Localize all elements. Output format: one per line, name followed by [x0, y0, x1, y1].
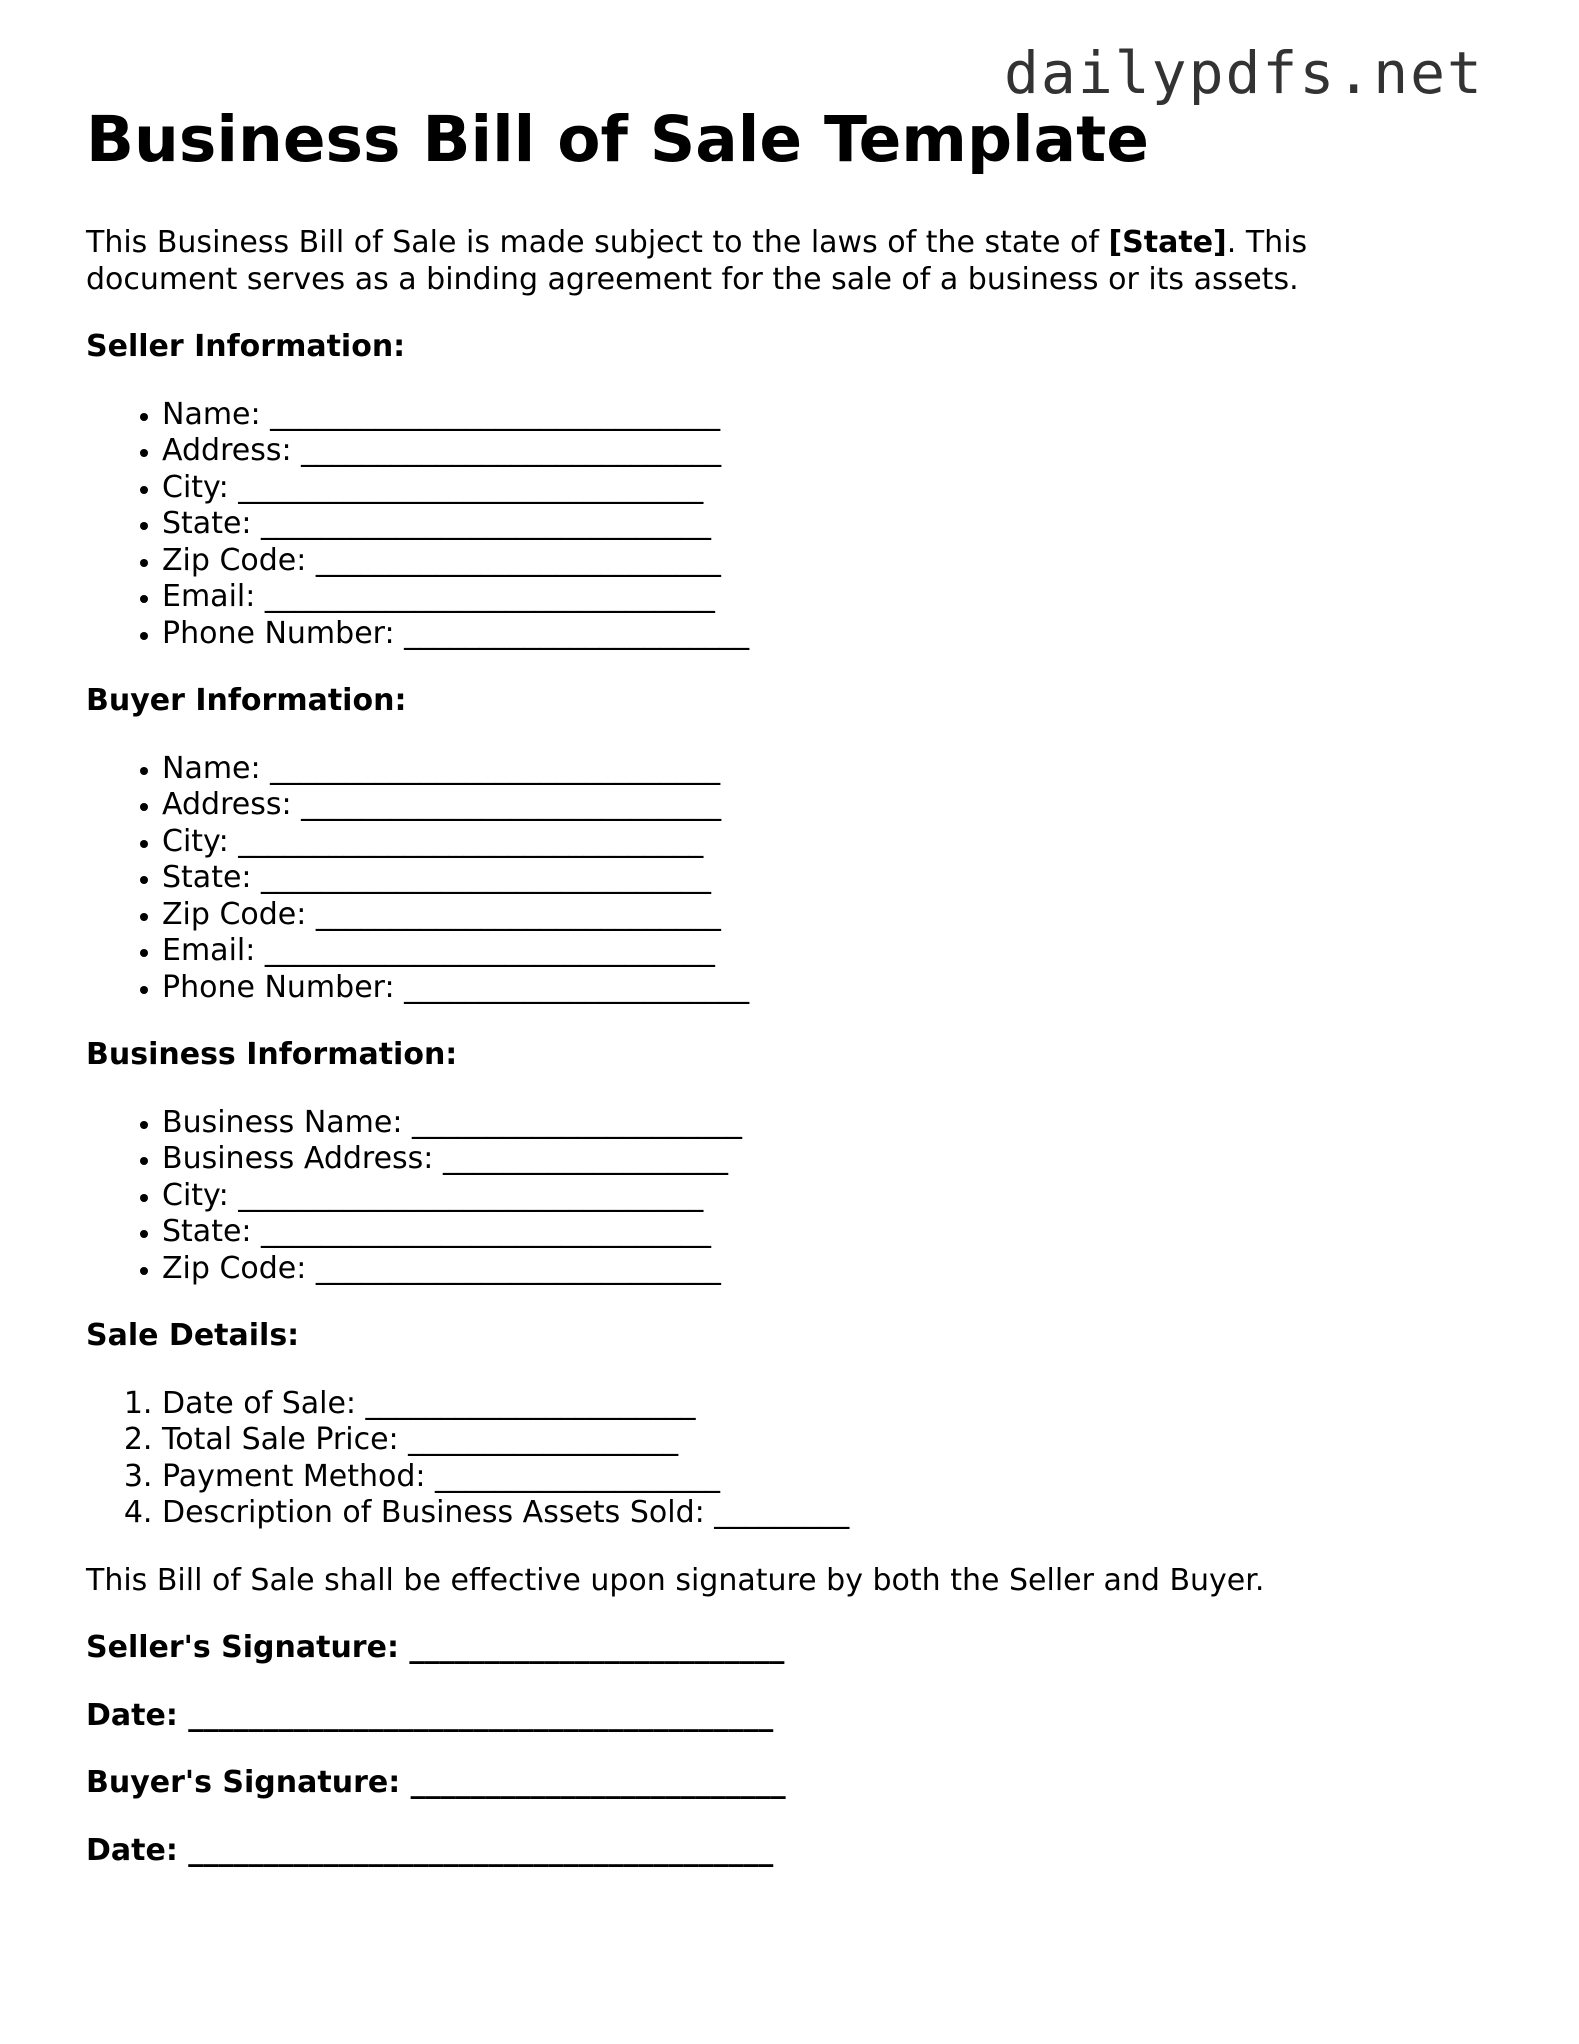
seller-date-line: Date: _______________________________________: [86, 1697, 774, 1733]
buyer-address-field: • Address: ____________________________: [162, 787, 1506, 824]
seller-city-field: • City: _______________________________: [162, 470, 1506, 507]
business-city-field: • City: _______________________________: [162, 1178, 1506, 1215]
buyer-state-field: • State: ______________________________: [162, 860, 1506, 897]
page-title: Business Bill of Sale Template: [86, 103, 1150, 176]
seller-zip-field: • Zip Code: ___________________________: [162, 543, 1506, 580]
document-body: [86, 225, 1506, 1869]
business-address-field: • Business Address: ___________________: [162, 1141, 1506, 1178]
watermark: dailypdfs.net: [1004, 39, 1484, 107]
intro-text-end: . This document serves as a binding agreement for the sale of a business or its assets.: [86, 225, 1308, 297]
sale-details-list: [86, 1386, 1506, 1532]
buyer-date-line: Date: _______________________________________: [86, 1832, 774, 1868]
buyer-zip-field: • Zip Code: ___________________________: [162, 897, 1506, 934]
seller-field-list: [86, 397, 1506, 653]
business-field-list: [86, 1105, 1506, 1288]
intro-paragraph: [86, 225, 1386, 298]
seller-section-heading: Seller Information:: [86, 329, 406, 364]
sale-date-field: 1. Date of Sale: ______________________: [162, 1386, 1506, 1423]
buyer-name-field: • Name: ______________________________: [162, 751, 1506, 788]
state-placeholder: [State]: [1108, 225, 1227, 260]
business-zip-field: • Zip Code: ___________________________: [162, 1251, 1506, 1288]
payment-method-field: 3. Payment Method: ___________________: [162, 1459, 1506, 1496]
intro-text-start: This Business Bill of Sale is made subject to the laws of the state of: [86, 225, 1109, 260]
buyer-city-field: • City: _______________________________: [162, 824, 1506, 861]
business-name-field: • Business Name: ______________________: [162, 1105, 1506, 1142]
seller-address-field: • Address: ____________________________: [162, 433, 1506, 470]
seller-signature-line: Seller's Signature: _________________________: [86, 1630, 785, 1665]
buyer-phone-field: • Phone Number: _______________________: [162, 970, 1506, 1007]
buyer-email-field: • Email: ______________________________: [162, 933, 1506, 970]
buyer-signature-line: Buyer's Signature: _________________________: [86, 1765, 786, 1800]
buyer-section-heading: Buyer Information:: [86, 683, 407, 718]
seller-phone-field: • Phone Number: _______________________: [162, 616, 1506, 653]
seller-name-field: • Name: ______________________________: [162, 397, 1506, 434]
sale-price-field: 2. Total Sale Price: __________________: [162, 1422, 1506, 1459]
business-state-field: • State: ______________________________: [162, 1214, 1506, 1251]
seller-state-field: • State: ______________________________: [162, 506, 1506, 543]
sale-section-heading: Sale Details:: [86, 1318, 300, 1353]
closing-statement: This Bill of Sale shall be effective upon signature by both the Seller and Buyer.: [86, 1562, 1265, 1598]
buyer-field-list: [86, 751, 1506, 1007]
assets-description-field: 4. Description of Business Assets Sold: _________: [162, 1495, 1506, 1532]
business-section-heading: Business Information:: [86, 1037, 458, 1072]
seller-email-field: • Email: ______________________________: [162, 579, 1506, 616]
